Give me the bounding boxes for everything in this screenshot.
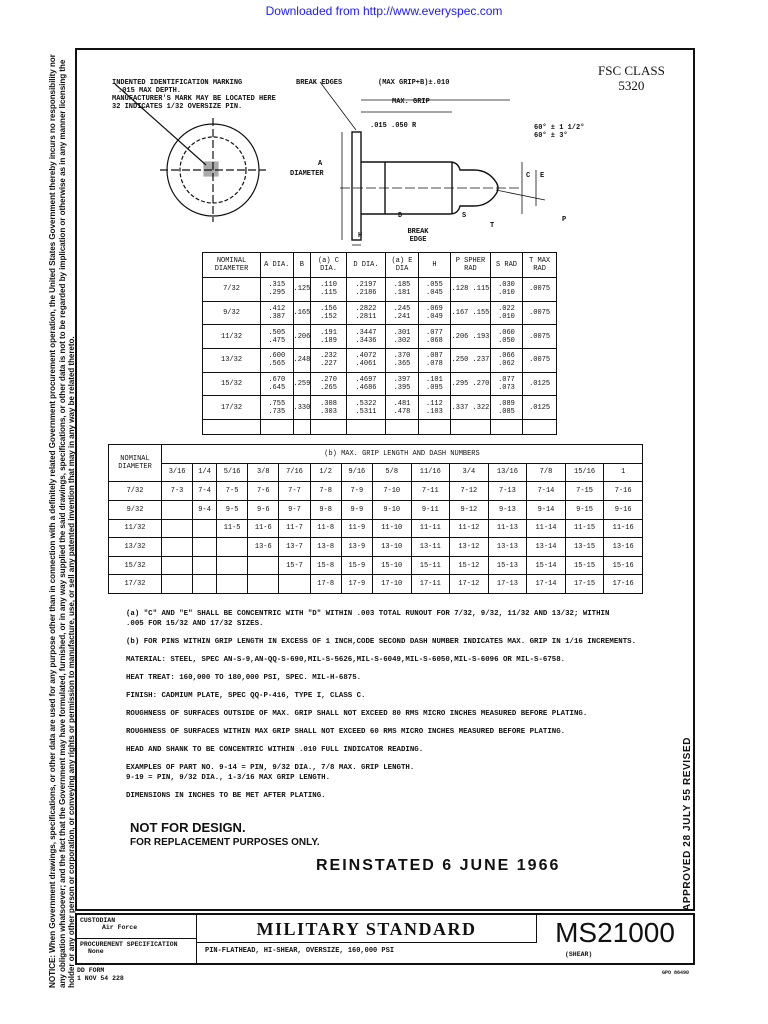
dimension-header-cell: D DIA. (346, 253, 386, 278)
grip-dash-number: 17-12 (450, 575, 489, 594)
grip-dash-number (248, 556, 279, 575)
grip-dash-number: 17-14 (527, 575, 566, 594)
dimension-cell: .167 .155 (451, 301, 491, 325)
grip-dash-number: 17-11 (411, 575, 450, 594)
grip-dash-number (217, 538, 248, 557)
grip-dash-number: 17-15 (565, 575, 604, 594)
grip-dash-number: 13-7 (279, 538, 310, 557)
grip-dash-number: 7-4 (193, 482, 217, 501)
grip-dash-number: 7-15 (565, 482, 604, 501)
grip-dash-number (193, 538, 217, 557)
grip-dash-number (248, 575, 279, 594)
grip-dash-number: 11-6 (248, 519, 279, 538)
form-line-2: 1 NOV 54 228 (77, 975, 124, 982)
not-for-design-block (130, 820, 320, 848)
dimension-cell: .250 .237 (451, 348, 491, 372)
dimension-cell: .055 .045 (418, 278, 450, 302)
dimension-cell: .308 .303 (311, 396, 346, 420)
grip-dash-number (162, 556, 193, 575)
grip-col-header-cell: 9/16 (341, 463, 372, 482)
grip-dash-number: 7-5 (217, 482, 248, 501)
part-description: PIN-FLATHEAD, HI-SHEAR, OVERSIZE, 160,000 PSI (205, 947, 395, 955)
dimension-cell: .022 .010 (490, 301, 522, 325)
grip-dash-number (217, 575, 248, 594)
dimension-cell: .330 (293, 396, 311, 420)
dim-d-label: D (398, 212, 403, 220)
grip-dash-number: 7-6 (248, 482, 279, 501)
custodian-value: Air Force (102, 924, 138, 931)
grip-dash-number: 9-8 (310, 500, 341, 519)
print-code: GPO 86490 (662, 970, 690, 976)
grip-dash-number: 15-10 (372, 556, 411, 575)
dimension-cell: .125 (293, 278, 311, 302)
dimension-cell: .301 .302 (386, 325, 418, 349)
dimension-cell: .270 .265 (311, 372, 346, 396)
dimension-cell: .0075 (523, 348, 557, 372)
dimension-cell: .232 .227 (311, 348, 346, 372)
grip-dash-number: 7-9 (341, 482, 372, 501)
grip-dash-number (193, 556, 217, 575)
procurement-cell (77, 939, 197, 963)
grip-dash-number: 9-4 (193, 500, 217, 519)
dim-c-label: C (526, 172, 531, 180)
dim-p-label: P (562, 216, 567, 224)
note-a-line-2: .005 FOR 15/32 AND 17/32 SIZES. (126, 620, 264, 628)
grip-group-header: (b) MAX. GRIP LENGTH AND DASH NUMBERS (162, 445, 643, 464)
dimension-cell: .087 .078 (418, 348, 450, 372)
dimension-cell: .191 .189 (311, 325, 346, 349)
dimension-cell: .066 .062 (490, 348, 522, 372)
revision-text: APPROVED 28 JULY 55 REVISED (682, 736, 693, 911)
dimension-cell: .245 .241 (386, 301, 418, 325)
dimension-cell: .060 .050 (490, 325, 522, 349)
note-finish: FINISH: CADMIUM PLATE, SPEC QQ-P-416, TYPE I, CLASS C. (126, 692, 366, 700)
dimension-header-cell: H (418, 253, 450, 278)
grip-table-group-header (109, 445, 643, 464)
grip-dash-number: 9-15 (565, 500, 604, 519)
dimension-cell: .156 .152 (311, 301, 346, 325)
custodian-label: CUSTODIAN (80, 917, 116, 924)
grip-dash-number (279, 575, 310, 594)
dimension-cell: .069 .049 (418, 301, 450, 325)
grip-row-diameter: 11/32 (109, 519, 162, 538)
break-edge-label: BREAK EDGE (407, 228, 429, 244)
dimension-cell: .206 (293, 325, 311, 349)
radius-label: .015 .050 R (370, 122, 417, 130)
grip-dash-number (162, 575, 193, 594)
note-a-line-1: (a) "C" AND "E" SHALL BE CONCENTRIC WITH "D" WITHIN .003 TOTAL RUNOUT FOR 7/32, 9/32, 11/32 AND 13/32; WITHIN (126, 610, 610, 618)
revision-stamp (680, 733, 696, 911)
grip-dash-number: 17-16 (604, 575, 643, 594)
grip-length-table (108, 444, 643, 594)
grip-col-header-cell: 15/16 (565, 463, 604, 482)
grip-col-header-cell: 3/4 (450, 463, 489, 482)
dimension-cell: 17/32 (203, 396, 261, 420)
dimension-header-cell: P SPHER RAD (451, 253, 491, 278)
note-example-1: EXAMPLES OF PART NO. 9-14 = PIN, 9/32 DIA., 7/8 MAX. GRIP LENGTH. (126, 764, 415, 772)
dimension-cell: .600 .565 (261, 348, 293, 372)
note-material: MATERIAL: STEEL, SPEC AN-S-9,AN-QQ-S-690,MIL-S-5626,MIL-S-6049,MIL-S-6050,MIL-S-6096 OR MIL-S-6758. (126, 656, 566, 664)
break-edges-label: BREAK EDGES (296, 79, 343, 87)
dimension-cell: 11/32 (203, 325, 261, 349)
fsc-class-number: 5320 (618, 78, 645, 93)
note-roughness-outside: ROUGHNESS OF SURFACES OUTSIDE OF MAX. GRIP SHALL NOT EXCEED 80 RMS MICRO INCHES MEASURED BEFORE PLATING. (126, 710, 588, 718)
notes (126, 610, 666, 810)
grip-dash-number: 7-13 (488, 482, 527, 501)
max-grip-plus-label: (MAX GRIP+B)±.010 (378, 79, 450, 87)
diameter-label: DIAMETER (290, 170, 324, 178)
grip-dash-number: 13-6 (248, 538, 279, 557)
grip-dash-number: 9-5 (217, 500, 248, 519)
dimension-cell: .089 .085 (490, 396, 522, 420)
grip-dash-number: 15-12 (450, 556, 489, 575)
grip-dash-number (193, 575, 217, 594)
dimension-table-row (203, 301, 557, 325)
grip-dash-number: 13-8 (310, 538, 341, 557)
standard-title: MILITARY STANDARD (197, 915, 537, 943)
note-roughness-within: ROUGHNESS OF SURFACES WITHIN MAX GRIP SHALL NOT EXCEED 60 RMS MICRO INCHES MEASURED BEFORE PLATING. (126, 728, 566, 736)
ident-note-2: .015 MAX DEPTH. (118, 87, 182, 95)
dimension-cell: .248 (293, 348, 311, 372)
grip-table-row (109, 500, 643, 519)
side-view (320, 82, 545, 245)
grip-col-header-cell: 11/16 (411, 463, 450, 482)
dimension-table-blank-row (203, 420, 557, 435)
grip-dash-number: 11-7 (279, 519, 310, 538)
dimension-cell: .315 .295 (261, 278, 293, 302)
dimension-header-cell: B (293, 253, 311, 278)
grip-dash-number: 17-9 (341, 575, 372, 594)
grip-dash-number: 15-11 (411, 556, 450, 575)
dimension-header-cell: NOMINAL DIAMETER (203, 253, 261, 278)
dim-e-label: E (540, 172, 545, 180)
grip-dash-number: 9-16 (604, 500, 643, 519)
grip-dash-number: 11-8 (310, 519, 341, 538)
grip-dash-number: 9-7 (279, 500, 310, 519)
grip-dash-number: 11-14 (527, 519, 566, 538)
grip-table-row (109, 482, 643, 501)
dimension-cell: .185 .181 (386, 278, 418, 302)
grip-dash-number: 17-10 (372, 575, 411, 594)
grip-dash-number: 13-11 (411, 538, 450, 557)
grip-dash-number (162, 500, 193, 519)
grip-dash-number: 7-7 (279, 482, 310, 501)
grip-table-row (109, 538, 643, 557)
grip-col-header-cell: 1 (604, 463, 643, 482)
ident-note-4: 32 INDICATES 1/32 OVERSIZE PIN. (112, 103, 243, 111)
dimension-cell: 7/32 (203, 278, 261, 302)
dimension-cell: .077 .073 (490, 372, 522, 396)
grip-dash-number: 7-10 (372, 482, 411, 501)
grip-col-header-cell: 13/16 (488, 463, 527, 482)
grip-dash-number: 11-5 (217, 519, 248, 538)
dimension-header-cell: S RAD (490, 253, 522, 278)
dimension-cell: .0125 (523, 372, 557, 396)
dimension-cell: .412 .387 (261, 301, 293, 325)
grip-dash-number: 15-15 (565, 556, 604, 575)
dimension-cell: .101 .095 (418, 372, 450, 396)
grip-row-diameter: 17/32 (109, 575, 162, 594)
sheet-label: (SHEAR) (565, 951, 593, 958)
grip-dash-number: 11-11 (411, 519, 450, 538)
grip-dash-number: 11-12 (450, 519, 489, 538)
dimension-table-row (203, 372, 557, 396)
grip-dash-number: 17-13 (488, 575, 527, 594)
dim-h-label: H (358, 232, 363, 240)
form-line-1: DD FORM (77, 967, 105, 974)
note-example-2: 9-19 = PIN, 9/32 DIA., 1-3/16 MAX GRIP LENGTH. (126, 774, 331, 782)
grip-dash-number: 7-14 (527, 482, 566, 501)
replacement-only: FOR REPLACEMENT PURPOSES ONLY. (130, 837, 320, 848)
dimension-cell: .2197 .2186 (346, 278, 386, 302)
note-heat-treat: HEAT TREAT: 160,000 TO 180,000 PSI, SPEC. MIL-H-6875. (126, 674, 362, 682)
dimension-cell: .295 .270 (451, 372, 491, 396)
grip-row-diameter: 15/32 (109, 556, 162, 575)
dimension-cell: .030 .010 (490, 278, 522, 302)
notice-text: NOTICE: When Government drawings, specifications, or other data are used for any purpose other than in connection with a definitely related Government procurement operation, the United States Government thereby incurs no responsibility nor any obligation whatsoever; and the fact that the Government may have formulated, furnished, or in any way supplied the said drawings, specifications, or other data is not to be regarded by implication or otherwise as in any manner licensing the holder or any other person or corporation, or conveying any rights or permission to manufacture, use, or sell any patented invention that may in any way be related thereto. (48, 54, 76, 988)
dimension-cell: 13/32 (203, 348, 261, 372)
grip-dash-number (162, 538, 193, 557)
grip-dash-number: 9-12 (450, 500, 489, 519)
dimension-cell: .0075 (523, 278, 557, 302)
grip-dash-number: 11-9 (341, 519, 372, 538)
ident-note-3: MANUFACTURER'S MARK MAY BE LOCATED HERE (112, 95, 276, 103)
dimension-header-cell: T MAX RAD (523, 253, 557, 278)
dimension-cell: .670 .645 (261, 372, 293, 396)
grip-dash-number: 13-15 (565, 538, 604, 557)
grip-dash-number: 17-8 (310, 575, 341, 594)
note-dimensions: DIMENSIONS IN INCHES TO BE MET AFTER PLATING. (126, 792, 326, 800)
grip-row-diameter: 9/32 (109, 500, 162, 519)
grip-dash-number: 13-16 (604, 538, 643, 557)
dimension-cell: .0075 (523, 301, 557, 325)
dimension-cell: .259 (293, 372, 311, 396)
fsc-class-label: FSC CLASS (598, 63, 665, 78)
dimension-table-row (203, 278, 557, 302)
grip-dash-number: 9-14 (527, 500, 566, 519)
dimension-header-cell: (a) E DIA (386, 253, 418, 278)
dimension-cell: .337 .322 (451, 396, 491, 420)
dimension-cell: .110 .115 (311, 278, 346, 302)
grip-dash-number: 11-16 (604, 519, 643, 538)
dimension-cell: .0075 (523, 325, 557, 349)
dimension-table-row (203, 396, 557, 420)
dimension-cell: .128 .115 (451, 278, 491, 302)
dimension-cell: .4072 .4061 (346, 348, 386, 372)
grip-dash-number: 15-13 (488, 556, 527, 575)
grip-col-header-cell: 7/16 (279, 463, 310, 482)
grip-dash-number: 11-13 (488, 519, 527, 538)
grip-dash-number: 7-8 (310, 482, 341, 501)
dimension-cell: .5322 .5311 (346, 396, 386, 420)
grip-dash-number: 7-3 (162, 482, 193, 501)
note-concentric: HEAD AND SHANK TO BE CONCENTRIC WITHIN .010 FULL INDICATOR READING. (126, 746, 424, 754)
grip-dash-number: 15-16 (604, 556, 643, 575)
grip-dash-number: 7-11 (411, 482, 450, 501)
grip-dash-number: 9-13 (488, 500, 527, 519)
custodian-cell (77, 915, 197, 939)
dimension-cell: .4697 .4686 (346, 372, 386, 396)
grip-table-row (109, 519, 643, 538)
grip-row-diameter: 7/32 (109, 482, 162, 501)
grip-col-header-cell: 1/2 (310, 463, 341, 482)
grip-dash-number: 15-8 (310, 556, 341, 575)
dimension-cell: 15/32 (203, 372, 261, 396)
grip-dash-number: 15-7 (279, 556, 310, 575)
ident-note-1: INDENTED IDENTIFICATION MARKING (112, 79, 243, 87)
procurement-label: PROCUREMENT SPECIFICATION (80, 941, 178, 948)
procurement-value: None (88, 948, 104, 955)
grip-dash-number (162, 519, 193, 538)
angle-label-2: 60° ± 3° (534, 132, 568, 140)
grip-dash-number: 13-10 (372, 538, 411, 557)
grip-col-header-cell: 3/8 (248, 463, 279, 482)
grip-dash-number: 15-14 (527, 556, 566, 575)
grip-dash-number: 9-9 (341, 500, 372, 519)
max-grip-label: MAX. GRIP (392, 98, 430, 106)
dim-t-label: T (490, 222, 495, 230)
not-for-design: NOT FOR DESIGN. (130, 820, 246, 835)
grip-col-header-cell: 3/16 (162, 463, 193, 482)
grip-dash-number: 9-11 (411, 500, 450, 519)
dim-a-label: A (318, 160, 323, 168)
grip-dash-number: 9-6 (248, 500, 279, 519)
grip-dash-number: 13-13 (488, 538, 527, 557)
grip-dash-number: 7-16 (604, 482, 643, 501)
grip-col-header-cell: 7/8 (527, 463, 566, 482)
dimension-cell: .3447 .3436 (346, 325, 386, 349)
title-block (75, 913, 695, 965)
grip-dash-number: 13-9 (341, 538, 372, 557)
dimension-table-row (203, 325, 557, 349)
grip-col-header-cell: 5/8 (372, 463, 411, 482)
grip-dash-number: 11-10 (372, 519, 411, 538)
dimension-cell: .397 .395 (386, 372, 418, 396)
dimension-cell: .505 .475 (261, 325, 293, 349)
legal-notice (44, 48, 74, 988)
grip-table-col-header (109, 463, 643, 482)
dimension-cell: .077 .068 (418, 325, 450, 349)
dimension-header-cell: (a) C DIA. (311, 253, 346, 278)
grip-dash-number: 11-15 (565, 519, 604, 538)
grip-nominal-header: NOMINAL DIAMETER (109, 445, 162, 482)
angle-label: 60° ± 1 1/2° (534, 124, 585, 132)
grip-row-diameter: 13/32 (109, 538, 162, 557)
grip-table-row (109, 575, 643, 594)
reinstated-stamp: REINSTATED 6 JUNE 1966 (316, 857, 561, 874)
standard-number: MS21000 (555, 917, 675, 948)
dimension-header-cell: A DIA. (261, 253, 293, 278)
grip-dash-number: 13-12 (450, 538, 489, 557)
fsc-class (598, 63, 665, 93)
note-b: (b) FOR PINS WITHIN GRIP LENGTH IN EXCESS OF 1 INCH,CODE SECOND DASH NUMBER INDICATES MAX. GRIP IN 1/16 INCREMENTS. (126, 638, 637, 646)
dimension-table-row (203, 348, 557, 372)
grip-dash-number: 9-10 (372, 500, 411, 519)
dimension-cell: .481 .478 (386, 396, 418, 420)
grip-table-row (109, 556, 643, 575)
dimension-cell: .2822 .2811 (346, 301, 386, 325)
dim-s-label: S (462, 212, 467, 220)
grip-col-header-cell: 1/4 (193, 463, 217, 482)
dimension-cell: 9/32 (203, 301, 261, 325)
dimension-cell: .370 .365 (386, 348, 418, 372)
dimension-cell: .112 .103 (418, 396, 450, 420)
dimension-cell: .755 .735 (261, 396, 293, 420)
grip-dash-number: 15-9 (341, 556, 372, 575)
grip-dash-number: 7-12 (450, 482, 489, 501)
grip-dash-number (193, 519, 217, 538)
download-link[interactable]: Downloaded from http://www.everyspec.com (265, 4, 503, 18)
grip-dash-number: 13-14 (527, 538, 566, 557)
grip-col-header-cell: 5/16 (217, 463, 248, 482)
dimension-cell: .165 (293, 301, 311, 325)
dimension-table-header (203, 253, 557, 278)
dimension-cell: .0125 (523, 396, 557, 420)
dimension-table (202, 252, 557, 435)
grip-dash-number (217, 556, 248, 575)
dimension-cell: .206 .193 (451, 325, 491, 349)
